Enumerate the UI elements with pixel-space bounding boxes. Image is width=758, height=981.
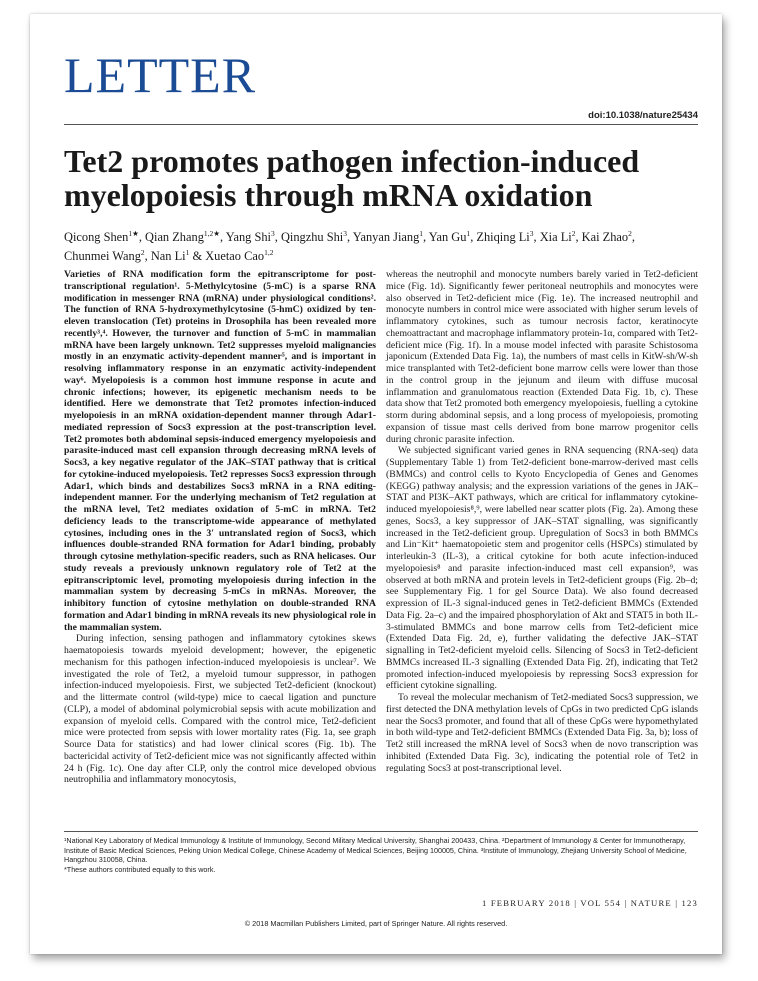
author-affiliation: 1,2★	[203, 229, 220, 238]
author-affiliation: 3	[270, 229, 275, 238]
author-affiliation: 3	[343, 229, 347, 238]
copyright-notice: © 2018 Macmillan Publishers Limited, part of Springer Nature. All rights reserved.	[244, 919, 508, 928]
author-name: Qingzhu Shi	[280, 230, 344, 245]
author-list: Qicong Shen$^{1★}$, Qian Zhang$^{1,2★}$, Yang Shi$^3$, Qingzhu Shi$^3$, Yanyan Jiang$^1$, Yan Gu$^1$, Zhiqing Li$^3$, Xia Li$^2$, Kai Zhao$^2$, Chunmei Wang$^2$, Nan Li$^1$ & Xuetao Cao$^{1,2}$	[64, 229, 635, 264]
author	[582, 230, 632, 244]
author-affiliation: 2	[628, 229, 632, 238]
author-name: Xia Li	[539, 230, 572, 245]
author-affiliation: 1,2	[264, 248, 274, 258]
author	[205, 249, 273, 263]
author-name: Chunmei Wang	[64, 249, 141, 264]
author-name: Yanyan Jiang	[352, 230, 420, 245]
body-paragraph: To reveal the molecular mechanism of Tet2-mediated Socs3 suppression, we first detected the DNA methylation levels of CpGs in two predicted CpG islands near the Socs3 promoter, and found that all of these CpGs were hypomethylated in both wild-type and Tet2-deficient BMMCs (Extended Data Fig. 3a, b); loss of Tet2 still increased the mRNA level of Socs3 when de novo transcription was inhibited (Extended Data Fig. 3c), indicating the potential role of Tet2 in regulating Socs3 at post-transcriptional level.	[386, 692, 698, 774]
author-name: Yan Gu	[428, 230, 467, 245]
article-type-label: LETTER	[64, 47, 257, 103]
author-affiliation: 1	[419, 229, 424, 238]
journal-name: NATURE	[630, 898, 672, 908]
body-paragraph: During infection, sensing pathogen and inflammatory cytokines skews haematopoiesis towards myeloid development; however, the epigenetic mechanism for this pathogen infection-induced myelopoiesis is unclear⁷. We investigated the role of Tet2, a myeloid tumour suppressor, in pathogen infection-induced myelopoiesis. First, we subjected Tet2-deficient (knockout) and the littermate control (wild-type) mice to caecal ligation and puncture (CLP), a model of abdominal polymicrobial sepsis with acute mobilization and expansion of myeloid cells. Compared with the control mice, Tet2-deficient mice were protected from sepsis with lower mortality rates (Fig. 1a, see graph Source Data for statistics) and had lower clinical scores (Fig. 1b). The bactericidal activity of Tet2-deficient mice was not significantly affected within 24 h (Fig. 1c). One day after CLP, only the control mice developed obvious neutrophilia and inflammatory monocytosis,	[64, 633, 376, 786]
article-title: Tet2 promotes pathogen infection-induced myelopoiesis through mRNA oxidation	[64, 143, 640, 213]
author-affiliation: 2	[571, 229, 576, 238]
author-affiliation: 1★	[128, 229, 139, 238]
author	[226, 230, 275, 244]
author	[540, 230, 576, 244]
author-name: Qian Zhang	[145, 230, 204, 245]
abstract: Varieties of RNA modification form the epitranscriptome for post-transcriptional regulation¹. 5-Methylcytosine (5-mC) is a sparse RNA modification in messenger RNA (mRNA) under physiological conditions². The function of RNA 5-hydroxymethylcytosine (5-hmC) oxidized by ten-eleven translocation (Tet) proteins in Drosophila has been revealed more recently³,⁴. However, the turnover and function of 5-mC in mammalian mRNA have been largely unknown. Tet2 suppresses myeloid malignancies mostly in an enzymatic activity-dependent manner⁵, and is important in resolving inflammatory response in an enzymatic activity-independent way⁶. Myelopoiesis is a common host immune response in acute and chronic infections; however, its epigenetic mechanism needs to be identified. Here we demonstrate that Tet2 promotes infection-induced myelopoiesis in an mRNA oxidation-dependent manner through Adar1-mediated repression of Socs3 expression at the post-transcription level. Tet2 promotes both abdominal sepsis-induced emergency myelopoiesis and parasite-induced mast cell expansion through decreasing mRNA levels of Socs3, a key negative regulator of the JAK–STAT pathway that is critical for cytokine-induced myelopoiesis. Tet2 represses Socs3 expression through Adar1, which binds and destabilizes Socs3 mRNA in a RNA editing-independent manner. For the underlying mechanism of Tet2 regulation at the mRNA level, Tet2 mediates oxidation of 5-mC in mRNA. Tet2 deficiency leads to the transcriptome-wide appearance of methylated cytosines, including ones in the 3′ untranslated region of Socs3, which influences double-stranded RNA formation for Adar1 binding, probably through cytosine methylation-specific readers, such as RNA helicases. Our study reveals a previously unknown regulatory role of Tet2 at the epitranscriptomic level, promoting myelopoiesis during infection in the mammalian system by decreasing 5-mCs in mRNAs. Moreover, the inhibitory function of cytosine methylation on double-stranded RNA formation and Adar1 binding in mRNA reveals its new physiological role in the mammalian system.	[64, 269, 376, 633]
author	[145, 230, 220, 244]
footnotes	[64, 836, 696, 874]
author-affiliation: 1	[185, 248, 190, 258]
author-affiliation: 1	[466, 229, 471, 238]
author-affiliation: 2	[140, 248, 145, 258]
doi[interactable]: doi:10.1038/nature25434	[588, 110, 698, 121]
author	[429, 230, 470, 244]
footnote-rule	[64, 831, 698, 832]
right-column	[386, 269, 698, 774]
author	[64, 230, 139, 244]
issue-date: 1 FEBRUARY 2018	[481, 898, 571, 908]
header-rule	[64, 124, 698, 125]
author	[353, 230, 423, 244]
body-paragraph: We subjected significant varied genes in RNA sequencing (RNA-seq) data (Supplementary Table 1) from Tet2-deficient bone-marrow-derived mast cells (BMMCs) and control cells to Kyoto Encyclopedia of Genes and Genomes (KEGG) pathway analysis; and the expression variations of the genes in JAK–STAT and PI3K–AKT pathways, which are critical for inflammatory cytokine-induced myelopoiesis⁸,⁹, were labelled near scatter plots (Fig. 2a). Among these genes, Socs3, a key suppressor of JAK–STAT signalling, was significantly increased in the Tet2-deficient group. Upregulation of Socs3 in both BMMCs and Lin⁻Kit⁺ haematopoietic stem and progenitor cells (HSPCs) stimulated by interleukin-3 (IL-3), a critical cytokine for both acute infection-induced myelopoiesis⁸ and parasite infection-induced mast cell expansion⁹, was observed at both mRNA and protein levels in Tet2-deficient groups (Fig. 2b–d; see Supplementary Fig. 1 for gel Source Data). We also found decreased expression of IL-3 signal-induced genes in Tet2-deficient BMMCs (Extended Data Fig. 2a–c) and the impaired phosphorylation of Akt and STAT5 in both IL-3-stimulated BMMCs and bone marrow cells from Tet2-deficient mice (Extended Data Fig. 2d, e), further validating the defective JAK–STAT signalling in Tet2-deficient myeloid cells. Silencing of Socs3 in Tet2-deficient BMMCs increased IL-3 signalling (Extended Data Fig. 2f), indicating that Tet2 promoted infection-induced myelopoiesis by repressing Socs3 expression for efficient cytokine signalling.	[386, 445, 698, 692]
author	[64, 249, 145, 263]
author-name: Kai Zhao	[581, 230, 629, 245]
author	[151, 249, 190, 263]
author-name: Xuetao Cao	[205, 249, 265, 264]
equal-contribution-note: *These authors contributed equally to this work.	[64, 864, 216, 874]
left-column	[64, 269, 376, 786]
author	[476, 230, 533, 244]
page-number: 123	[681, 898, 698, 908]
author	[281, 230, 347, 244]
volume: VOL 554	[580, 898, 622, 908]
author-name: Zhiqing Li	[476, 230, 530, 245]
author-name: Qicong Shen	[64, 230, 129, 245]
affiliations: ¹National Key Laboratory of Medical Immunology & Institute of Immunology, Second Military Medical University, Shanghai 200433, China. ²Department of Immunology & Center for Immunotherapy, Institute of Basic Medical Sciences, Peking Union Medical College, Chinese Academy of Medical Sciences, Beijing 100005, China. ³Institute of Immunology, Zhejiang University School of Medicine, Hangzhou 310058, China.	[64, 836, 687, 865]
author-affiliation: 3	[529, 229, 534, 238]
body-paragraph: whereas the neutrophil and monocyte numbers barely varied in Tet2-deficient mice (Fig. 1d). Significantly fewer peritoneal neutrophils and monocytes were also observed in Tet2-deficient mice (Fig. 1e). The increased neutrophil and monocyte numbers in control mice were associated with higher serum levels of inflammatory cytokines, such as tumour necrosis factor, keratinocyte chemoattractant and macrophage inflammatory protein-1α, compared with Tet2-deficient mice (Fig. 1f). In a mouse model infected with parasite Schistosoma japonicum (Extended Data Fig. 1a), the numbers of mast cells in KitW-sh/W-sh mice transplanted with Tet2-deficient bone marrow cells were lower than those in the control group in the jejunum and ileum with diffuse mucosal inflammation and granulomatous reaction (Extended Data Fig. 1b, c). These data show that Tet2 promoted both emergency myelopoiesis, fuelling a cytokine storm during abdominal sepsis, and a long process of myelopoiesis, promoting expansion of tissue mast cells derived from bone marrow progenitor cells during chronic parasite infection.	[386, 269, 698, 445]
article-page	[30, 14, 722, 954]
author-name: Nan Li	[150, 249, 186, 264]
author-name: Yang Shi	[225, 230, 271, 245]
page-footer: 1 FEBRUARY 2018 | VOL 554 | NATURE | 123	[481, 898, 698, 908]
